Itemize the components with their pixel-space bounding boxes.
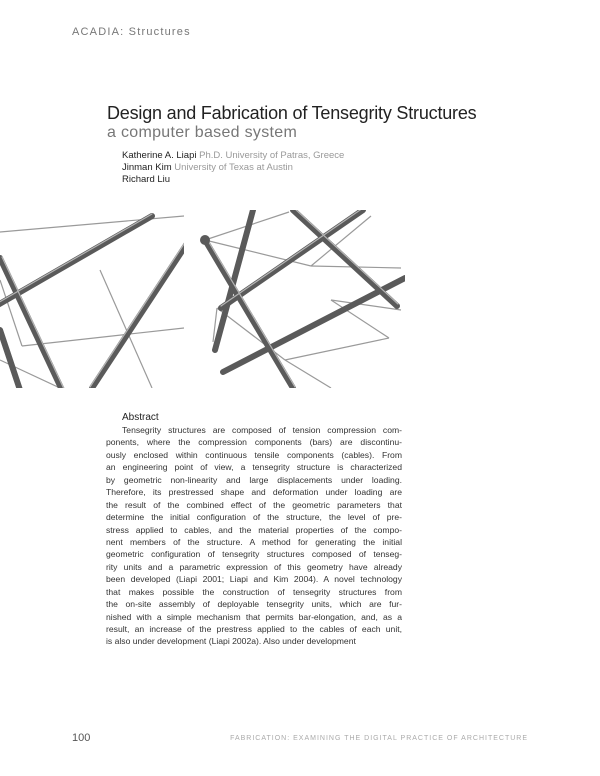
abstract-line: ously enclosed within continuous tensile components (cables). From [106,449,402,460]
author-name: Richard Liu [122,174,171,185]
page-number: 100 [72,732,91,744]
footer-running-text: FABRICATION: EXAMINING THE DIGITAL PRACTICE OF ARCHITECTURE [230,735,528,742]
cable [100,270,152,388]
abstract-body [106,424,402,648]
cable [22,328,184,346]
joint-node [200,235,210,245]
cable [285,338,389,360]
abstract-heading: Abstract [122,412,159,423]
bar [223,278,405,372]
abstract-line: Therefore, its prestressed shape and deformation under loading are [106,487,402,498]
bar-group [205,210,405,388]
abstract-line: determine the initial configuration of the structure, the level of pre- [106,512,402,523]
abstract-line: nent members of the structure. A method for generating the initial [106,536,402,547]
abstract-line: Tensegrity structures are composed of tension compression com- [122,425,402,435]
bar [215,210,253,350]
author-list [122,150,344,186]
abstract-line: ponents, where the compression components (bars) are discontinu- [106,437,402,448]
abstract-line: rity units and a parametric expression of this geometry have already [106,561,402,572]
bar-group [0,216,184,388]
paper-title: Design and Fabrication of Tensegrity Structures [107,103,477,123]
abstract-line: nished with a simple mechanism that permits bar-elongation, and, as a [106,611,402,622]
tensegrity-photo-right [193,210,405,388]
cable-group [0,216,184,388]
tensegrity-figure [0,210,600,390]
bar [0,258,62,388]
author-name: Jinman Kim [122,162,172,173]
abstract-line: the on-site assembly of deployable tensegrity units, which are fur- [106,599,402,610]
bar [0,330,20,388]
author-1 [122,150,344,162]
author-affiliation: Ph.D. University of Patras, Greece [199,150,345,161]
tensegrity-photo-left [0,210,184,388]
abstract-line: been developed (Liapi 2001; Liapi and Kim 2004). A novel technology [106,574,402,585]
paper-subtitle: a computer based system [107,124,298,141]
abstract-line: geometric configuration of tensegrity structures composed of tenseg- [106,549,402,560]
abstract-line: stress applied to cables, and the material properties of the compo- [106,524,402,535]
author-2 [122,162,344,174]
cable [331,300,389,338]
author-3 [122,174,344,186]
cable [0,216,184,232]
abstract-line: an engineering point of view, a tensegrity structure is characterized [106,462,402,473]
abstract-line: result, an increase of the prestress applied to the cables of each unit, [106,624,402,634]
abstract-line: by geometric non-linearity and large displacements under loading. [106,474,402,485]
author-name: Katherine A. Liapi [122,150,197,161]
abstract-line: is also under development (Liapi 2002a). Also under development [106,636,356,647]
running-head: ACADIA: Structures [72,26,191,38]
abstract-line: that makes possible the construction of tensegrity structures from [106,586,402,597]
author-affiliation: University of Texas at Austin [174,162,293,173]
abstract-line: the result of the combined effect of the geometric parameters that [106,499,402,510]
bar [205,240,293,388]
